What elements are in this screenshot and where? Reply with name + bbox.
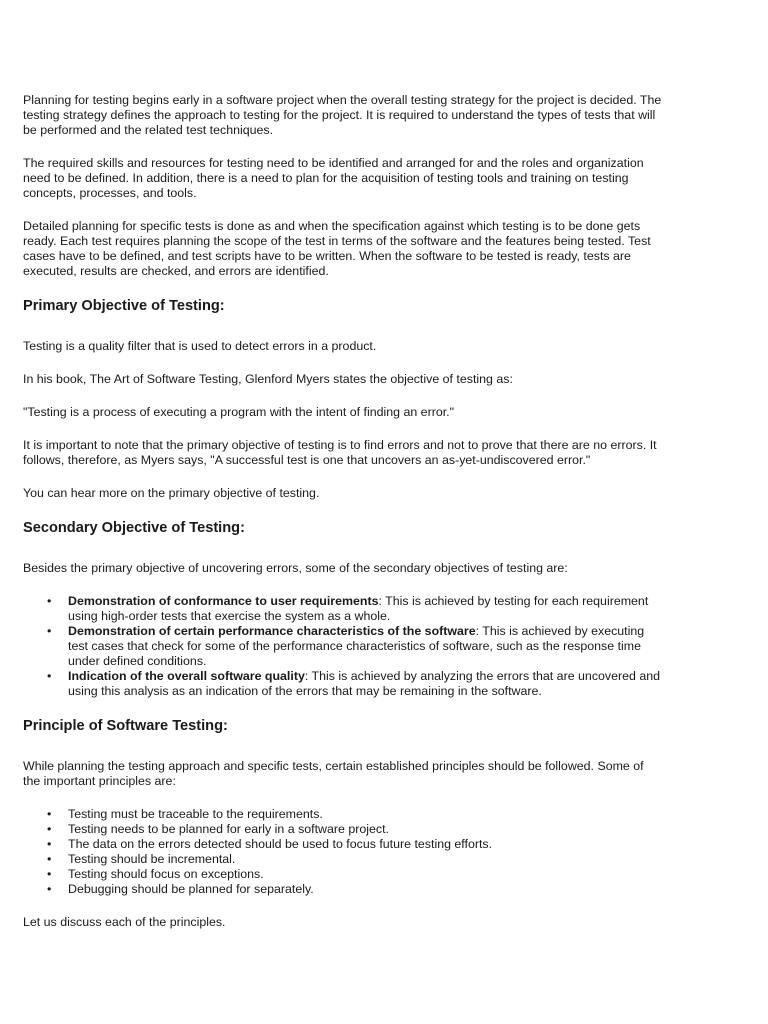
list-item-term: Demonstration of conformance to user requirements xyxy=(68,594,379,608)
myers-quote: "Testing is a process of executing a program with the intent of finding an error." xyxy=(23,405,454,419)
primary-paragraph-1: Testing is a quality filter that is used to detect errors in a product. xyxy=(23,339,377,353)
list-item-desc: : This is achieved by executing test cases that check for some of the performance characteristics of software, such as the response time under defined conditions. xyxy=(68,624,645,668)
secondary-intro: Besides the primary objective of uncovering errors, some of the secondary objectives of testing are: xyxy=(23,561,568,575)
list-item xyxy=(68,624,663,669)
intro-paragraph-3: Detailed planning for specific tests is done as and when the specification against which testing is to be done gets ready. Each test requires planning the scope of the test in terms of the software and the features being tested. Test cases have to be defined, and test scripts have to be written. When the software to be tested is ready, tests are executed, results are checked, and errors are identified. xyxy=(23,219,651,278)
list-item-desc: : This is achieved by testing for each requirement using high-order tests that exercise the system as a whole. xyxy=(68,594,649,623)
document-page xyxy=(23,93,663,948)
principles-list xyxy=(23,807,663,897)
primary-paragraph-2: In his book, The Art of Software Testing, Glenford Myers states the objective of testing as: xyxy=(23,372,513,386)
primary-objective-heading: Primary Objective of Testing: xyxy=(23,298,225,314)
list-item xyxy=(68,669,663,699)
list-item: • The data on the errors detected should be used to focus future testing efforts. xyxy=(68,837,663,852)
principles-intro: While planning the testing approach and specific tests, certain established principles should be followed. Some of the important principles are: xyxy=(23,759,644,788)
list-item: • Testing needs to be planned for early in a software project. xyxy=(68,822,663,837)
list-item: • Testing should be incremental. xyxy=(68,852,663,867)
list-item xyxy=(68,594,663,624)
primary-paragraph-5: You can hear more on the primary objective of testing. xyxy=(23,486,320,500)
primary-paragraph-4: It is important to note that the primary objective of testing is to find errors and not to prove that there are no errors. It follows, therefore, as Myers says, "A successful test is one that uncovers an as-yet-undiscovered error." xyxy=(23,438,657,467)
intro-paragraph-2: The required skills and resources for testing need to be identified and arranged for and the roles and organization need to be defined. In addition, there is a need to plan for the acquisition of testing tools and training on testing concepts, processes, and tools. xyxy=(23,156,644,200)
list-item-term: Demonstration of certain performance characteristics of the software xyxy=(68,624,476,638)
secondary-objective-heading: Secondary Objective of Testing: xyxy=(23,520,245,536)
list-item: • Testing must be traceable to the requirements. xyxy=(68,807,663,822)
principles-closing: Let us discuss each of the principles. xyxy=(23,915,226,929)
list-item-term: Indication of the overall software quality xyxy=(68,669,305,683)
list-item: • Debugging should be planned for separately. xyxy=(68,882,663,897)
secondary-objectives-list xyxy=(23,594,663,699)
list-item: • Testing should focus on exceptions. xyxy=(68,867,663,882)
intro-paragraph-1: Planning for testing begins early in a software project when the overall testing strategy for the project is decided. The testing strategy defines the approach to testing for the project. It is required to understand the types of tests that will be performed and the related test techniques. xyxy=(23,93,662,137)
list-item-desc: : This is achieved by analyzing the errors that are uncovered and using this analysis as an indication of the errors that may be remaining in the software. xyxy=(68,669,661,698)
principles-heading: Principle of Software Testing: xyxy=(23,718,228,734)
